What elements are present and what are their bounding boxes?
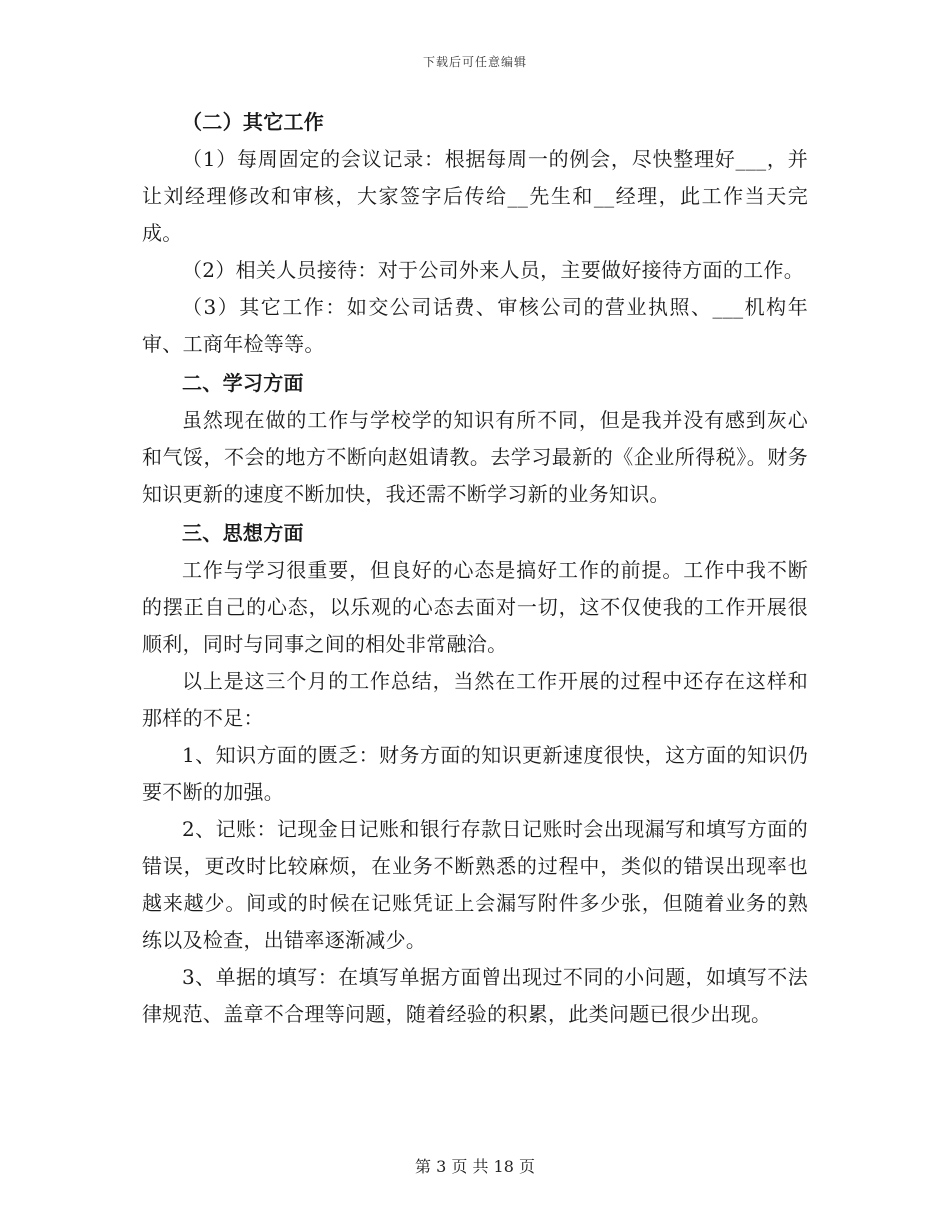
- list-item-documents: 3、单据的填写：在填写单据方面曾出现过不同的小问题，如填写不法律规范、盖章不合理等问题，随着经验的积累，此类问题已很少出现。: [142, 965, 808, 1026]
- list-item-bookkeeping: 2、记账：记现金日记账和银行存款日记账时会出现漏写和填写方面的错误，更改时比较麻烦，在业务不断熟悉的过程中，类似的错误出现率也越来越少。间或的时候在记账凭证上会漏写附件多少张，但随着业务的熟练以及检查，出错率逐渐减少。: [142, 817, 808, 952]
- paragraph-reception: （2）相关人员接待：对于公司外来人员，主要做好接待方面的工作。: [182, 258, 805, 282]
- list-item-knowledge: 1、知识方面的匮乏：财务方面的知识更新速度很快，这方面的知识仍要不断的加强。: [142, 743, 808, 804]
- section-heading-thought: 三、思想方面: [182, 521, 304, 545]
- document-body: [142, 104, 808, 1033]
- paragraph-thought: 工作与学习很重要，但良好的心态是搞好工作的前提。工作中我不断的摆正自己的心态，以乐观的心态去面对一切，这不仅使我的工作开展很顺利，同时与同事之间的相处非常融洽。: [142, 558, 808, 656]
- paragraph-other-tasks: （3）其它工作：如交公司话费、审核公司的营业执照、___机构年审、工商年检等等。: [142, 295, 808, 356]
- section-heading-other-work: （二）其它工作: [182, 110, 325, 134]
- page-number: 第 3 页 共 18 页: [415, 1157, 535, 1176]
- paragraph-summary: 以上是这三个月的工作总结，当然在工作开展的过程中还存在这样和那样的不足：: [142, 669, 808, 730]
- paragraph-study: 虽然现在做的工作与学校学的知识有所不同，但是我并没有感到灰心和气馁，不会的地方不断向赵姐请教。去学习最新的《企业所得税》。财务知识更新的速度不断加快，我还需不断学习新的业务知识。: [142, 408, 808, 506]
- page-header-note: 下载后可任意编辑: [422, 55, 527, 69]
- paragraph-meeting-records: （1）每周固定的会议记录：根据每周一的例会，尽快整理好___，并让刘经理修改和审核，大家签字后传给__先生和__经理，此工作当天完成。: [142, 147, 808, 245]
- section-heading-study: 二、学习方面: [182, 371, 304, 395]
